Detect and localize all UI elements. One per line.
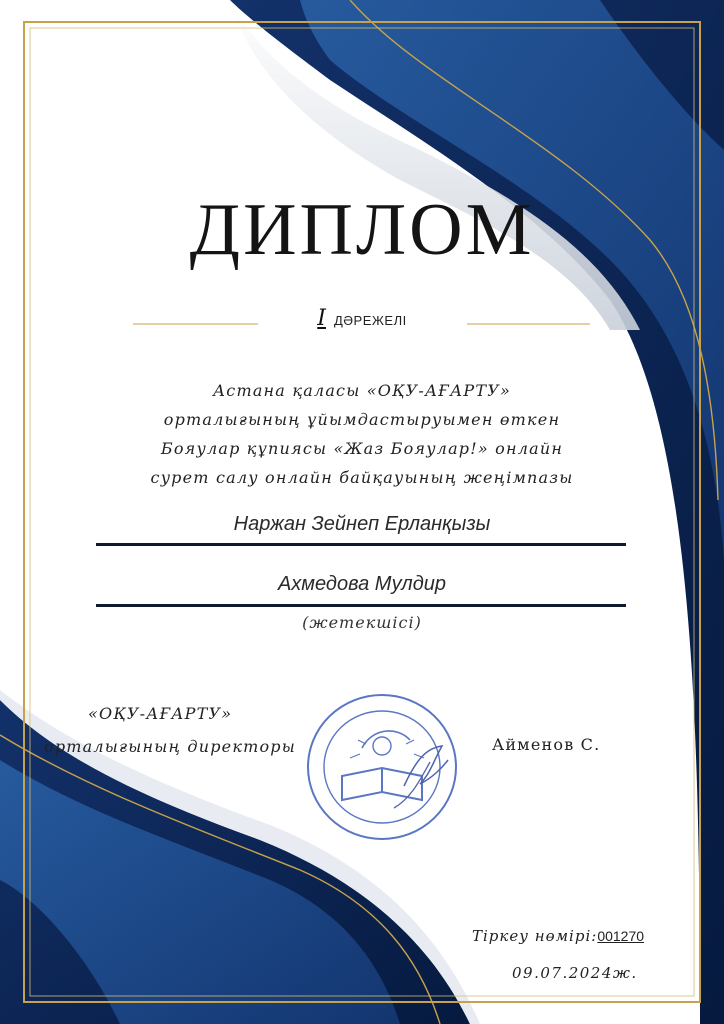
degree-row [0,306,724,331]
body-line: Астана қаласы «ОҚУ-АҒАРТУ» [212,381,512,400]
body-line: Бояулар құпиясы «Жаз Бояулар!» онлайн [160,439,564,458]
registration-label: Тіркеу нөмірі: [472,927,598,945]
issue-date: 09.07.2024ж. [512,964,638,982]
diploma-title: ДИПЛОМ [189,189,535,271]
supervisor-role: (жетекшісі) [302,613,422,632]
degree-label: ДӘРЕЖЕЛІ [333,313,407,328]
winner-name: Наржан Зейнеп Ерланқызы [233,513,491,535]
degree-number: I [317,306,326,331]
director-title: орталығының директоры [44,737,296,756]
winner-underline [96,543,626,546]
registration-row [472,927,644,945]
body-line: сурет салу онлайн байқауының жеңімпазы [150,468,574,487]
supervisor-underline [96,604,626,607]
body-line: орталығының ұйымдастыруымен өткен [163,410,561,429]
director-name: Айменов С. [492,735,601,754]
organization-name: «ОҚУ-АҒАРТУ» [88,704,233,723]
stamp-seal-icon [302,688,462,846]
registration-number: 001270 [597,928,645,944]
supervisor-name: Ахмедова Мулдир [277,573,447,595]
